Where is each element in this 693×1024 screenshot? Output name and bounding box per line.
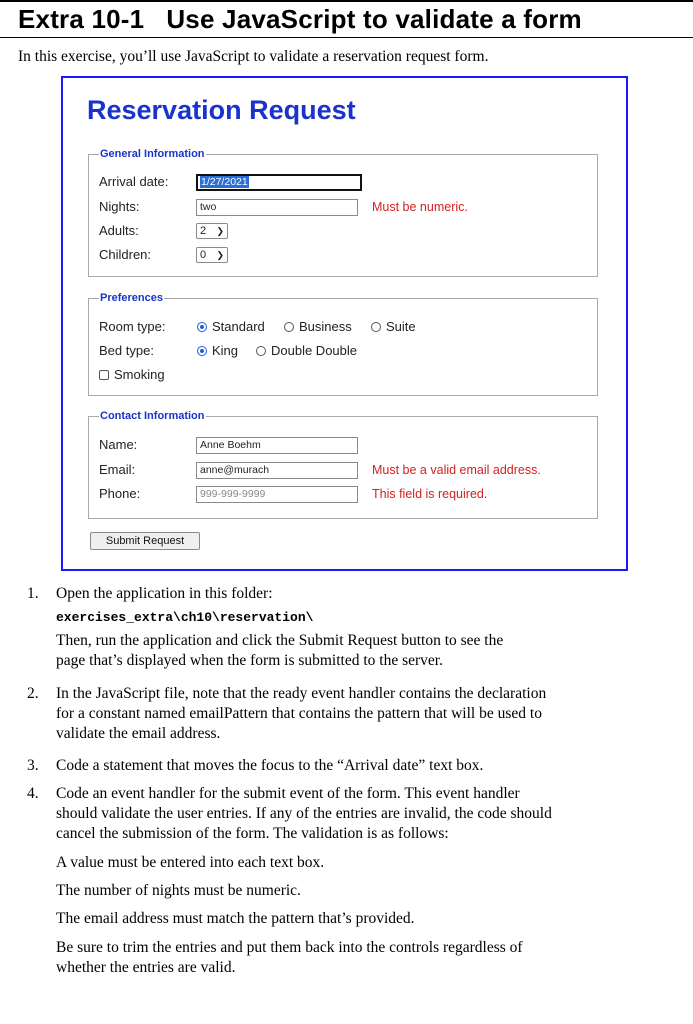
folder-path: exercises_extra\ch10\reservation\ [56, 610, 314, 625]
exercise-title: Use JavaScript to validate a form [166, 4, 582, 34]
preferences-fieldset [88, 292, 598, 396]
children-value: 0 [200, 249, 207, 261]
exercise-heading [18, 4, 582, 34]
step-note: whether the entries are valid. [56, 959, 236, 976]
smoking-label: Smoking [114, 367, 165, 382]
general-legend: General Information [100, 148, 205, 160]
exercise-number: Extra 10-1 [18, 4, 145, 34]
bed-type-label: Bed type: [99, 343, 154, 358]
phone-label: Phone: [99, 486, 141, 501]
submit-request-button[interactable]: Submit Request [90, 532, 200, 550]
bed-double-label: Double Double [271, 343, 358, 358]
step-text: validate the email address. [56, 725, 221, 742]
step-text: Code an event handler for the submit event of the form. This event handler [56, 785, 520, 802]
arrival-value: 1/27/2021 [201, 176, 248, 188]
bed-king-radio[interactable] [197, 346, 207, 356]
form-screenshot [61, 76, 628, 571]
validation-rule: The number of nights must be numeric. [56, 882, 301, 899]
room-business-label: Business [299, 319, 352, 334]
adults-value: 2 [200, 225, 207, 237]
room-type-label: Room type: [99, 319, 166, 334]
adults-select[interactable] [196, 223, 228, 239]
contact-legend: Contact Information [100, 410, 205, 422]
step-text: Then, run the application and click the Submit Request button to see the [56, 632, 504, 649]
adults-label: Adults: [99, 223, 139, 238]
intro-text: In this exercise, you’ll use JavaScript to validate a reservation request form. [18, 48, 489, 65]
room-business-radio[interactable] [284, 322, 294, 332]
step-text: should validate the user entries. If any of the entries are invalid, the code should [56, 805, 552, 822]
children-select[interactable] [196, 247, 228, 263]
top-border [0, 0, 693, 2]
step-number: 3. [27, 757, 39, 774]
step-number: 2. [27, 685, 39, 702]
phone-error: This field is required. [372, 487, 488, 501]
children-label: Children: [99, 247, 152, 262]
email-input[interactable]: anne@murach [196, 462, 358, 479]
step-text: Code a statement that moves the focus to the “Arrival date” text box. [56, 757, 484, 774]
chevron-down-icon: ❯ [216, 226, 224, 236]
validation-rule: A value must be entered into each text box. [56, 854, 325, 871]
room-suite-radio[interactable] [371, 322, 381, 332]
bed-king-label: King [212, 343, 239, 358]
step-text: page that’s displayed when the form is submitted to the server. [56, 652, 443, 669]
chevron-down-icon: ❯ [216, 250, 224, 260]
step-text: for a constant named emailPattern that contains the pattern that will be used to [56, 705, 542, 722]
step-number: 1. [27, 585, 39, 602]
room-standard-radio[interactable] [197, 322, 207, 332]
general-fieldset [88, 148, 598, 277]
bed-double-radio[interactable] [256, 346, 266, 356]
room-standard-label: Standard [212, 319, 265, 334]
step-text: cancel the submission of the form. The validation is as follows: [56, 825, 449, 842]
nights-input[interactable]: two [196, 199, 358, 216]
step-text: In the JavaScript file, note that the ready event handler contains the declaration [56, 685, 547, 702]
arrival-label: Arrival date: [99, 174, 169, 189]
phone-input[interactable]: 999-999-9999 [196, 486, 358, 503]
contact-fieldset [88, 410, 598, 519]
preferences-legend: Preferences [100, 292, 163, 304]
nights-error: Must be numeric. [372, 200, 468, 214]
name-input[interactable]: Anne Boehm [196, 437, 358, 454]
step-note: Be sure to trim the entries and put them back into the controls regardless of [56, 939, 523, 956]
name-label: Name: [99, 437, 138, 452]
form-title: Reservation Request [87, 95, 356, 125]
arrival-input[interactable] [196, 174, 362, 191]
email-error: Must be a valid email address. [372, 463, 541, 477]
heading-rule [0, 37, 693, 38]
room-suite-label: Suite [386, 319, 416, 334]
smoking-checkbox[interactable] [99, 370, 109, 380]
step-number: 4. [27, 785, 39, 802]
email-label: Email: [99, 462, 136, 477]
validation-rule: The email address must match the pattern that’s provided. [56, 910, 415, 927]
nights-label: Nights: [99, 199, 140, 214]
step-text: Open the application in this folder: [56, 585, 273, 602]
